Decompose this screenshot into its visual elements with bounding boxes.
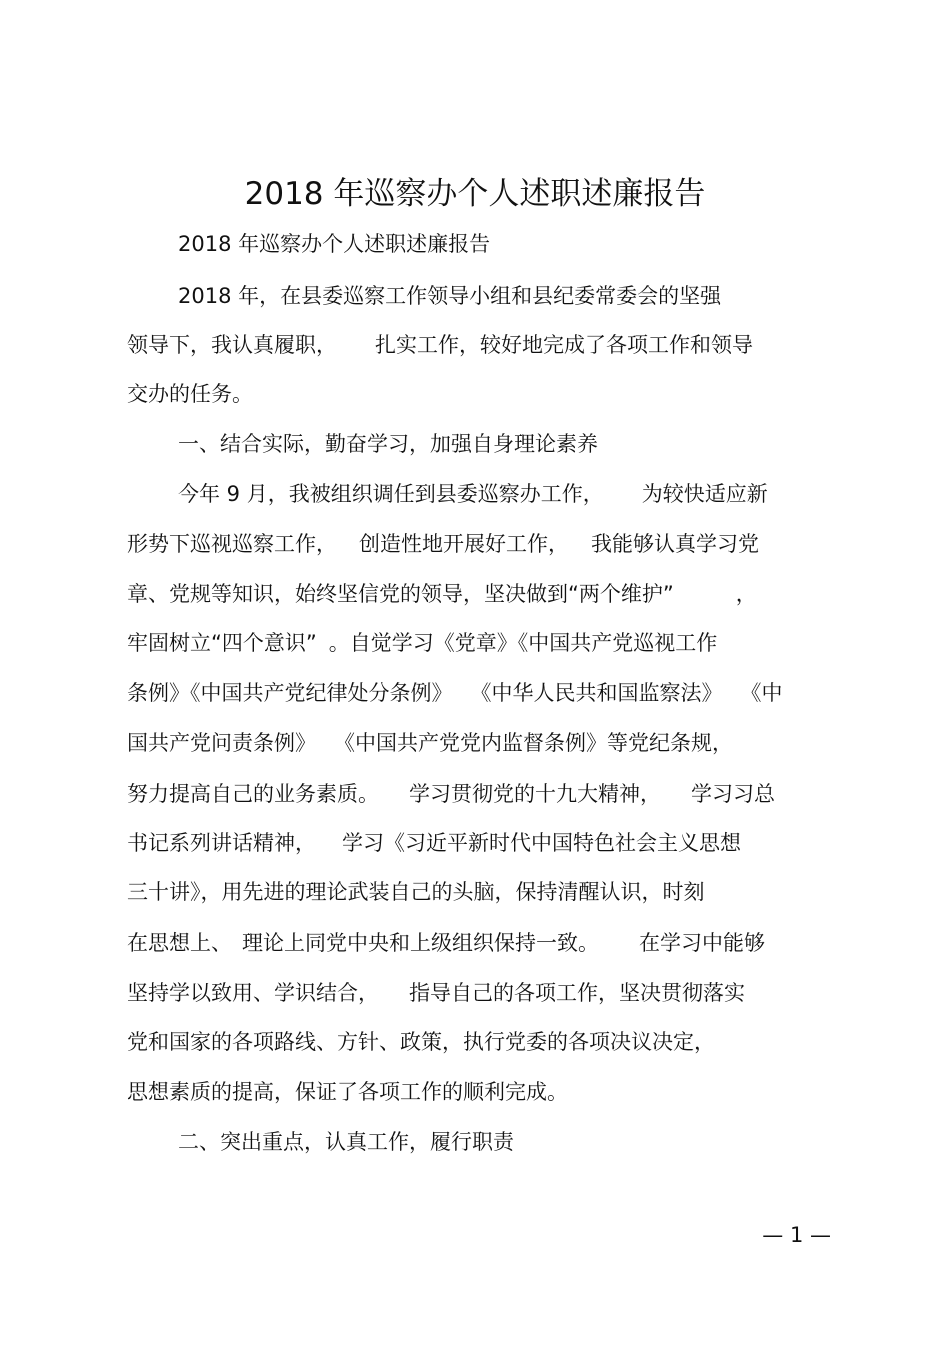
body-line: [127, 529, 759, 559]
body-line: 思想素质的提高，保证了各项工作的顺利完成。: [127, 1080, 568, 1104]
text-segment: 为较快适应新: [641, 482, 768, 506]
text-segment: 学习习总: [691, 782, 775, 806]
text-segment: ，: [735, 582, 757, 606]
text-segment: 书记系列讲话精神，: [127, 831, 316, 855]
text-segment: 今年 9 月，我被组织调任到县委巡察办工作，: [178, 482, 604, 506]
text-segment: 条例》《中国共产党纪律处分条例》: [127, 681, 453, 705]
subtitle-line: 2018 年巡察办个人述职述廉报告: [178, 232, 491, 256]
text-segment: 指导自己的各项工作，坚决贯彻落实: [409, 981, 745, 1005]
text-segment: 努力提高自己的业务素质。: [127, 782, 379, 806]
text-segment: 学习贯彻党的十九大精神，: [409, 782, 661, 806]
text-segment: 在学习中能够: [639, 931, 765, 955]
body-line: 党和国家的各项路线、方针、政策，执行党委的各项决议决定，: [127, 1030, 715, 1054]
body-line: 交办的任务。: [127, 382, 253, 406]
text-segment: 形势下巡视巡察工作，: [127, 532, 337, 556]
text-segment: 扎实工作，较好地完成了各项工作和领导: [375, 333, 753, 357]
body-line: 三十讲》，用先进的理论武装自己的头脑，保持清醒认识，时刻: [127, 880, 705, 904]
body-line: 2018 年，在县委巡察工作领导小组和县纪委常委会的坚强: [178, 284, 722, 308]
body-line: [127, 628, 717, 658]
text-segment: 领导下，我认真履职，: [127, 333, 337, 357]
text-segment: 创造性地开展好工作，: [359, 532, 569, 556]
body-line: [127, 678, 783, 708]
text-segment: 。自觉学习《党章》《中国共产党巡视工作: [328, 631, 718, 655]
body-line: [127, 779, 775, 809]
text-segment: 我能够认真学习党: [591, 532, 759, 556]
page-number: — 1 —: [762, 1223, 831, 1247]
text-segment: 理论上同党中央和上级组织保持一致。: [242, 931, 599, 955]
text-segment: 章、党规等知识，始终坚信党的领导，坚决做到“两个维护”: [127, 582, 674, 606]
section-heading-one: 一、结合实际，勤奋学习，加强自身理论素养: [178, 432, 598, 456]
document-title: 2018 年巡察办个人述职述廉报告: [244, 176, 706, 212]
section-heading-two: 二、突出重点，认真工作，履行职责: [178, 1130, 514, 1154]
text-segment: 《中国共产党党内监督条例》等党纪条规，: [334, 731, 733, 755]
body-line: [127, 579, 757, 609]
body-line: [127, 978, 745, 1008]
body-line: [127, 928, 765, 958]
body-line: [127, 330, 753, 360]
text-segment: 《中: [740, 681, 783, 705]
body-line: [127, 728, 733, 758]
body-line: [127, 828, 741, 858]
text-segment: 在思想上、: [127, 931, 232, 955]
text-segment: 《中华人民共和国监察法》: [470, 681, 723, 705]
text-segment: 牢固树立“四个意识”: [127, 631, 317, 655]
text-segment: 坚持学以致用、学识结合，: [127, 981, 379, 1005]
text-segment: 国共产党问责条例》: [127, 731, 316, 755]
body-line: [178, 479, 768, 509]
text-segment: 学习《习近平新时代中国特色社会主义思想: [342, 831, 741, 855]
